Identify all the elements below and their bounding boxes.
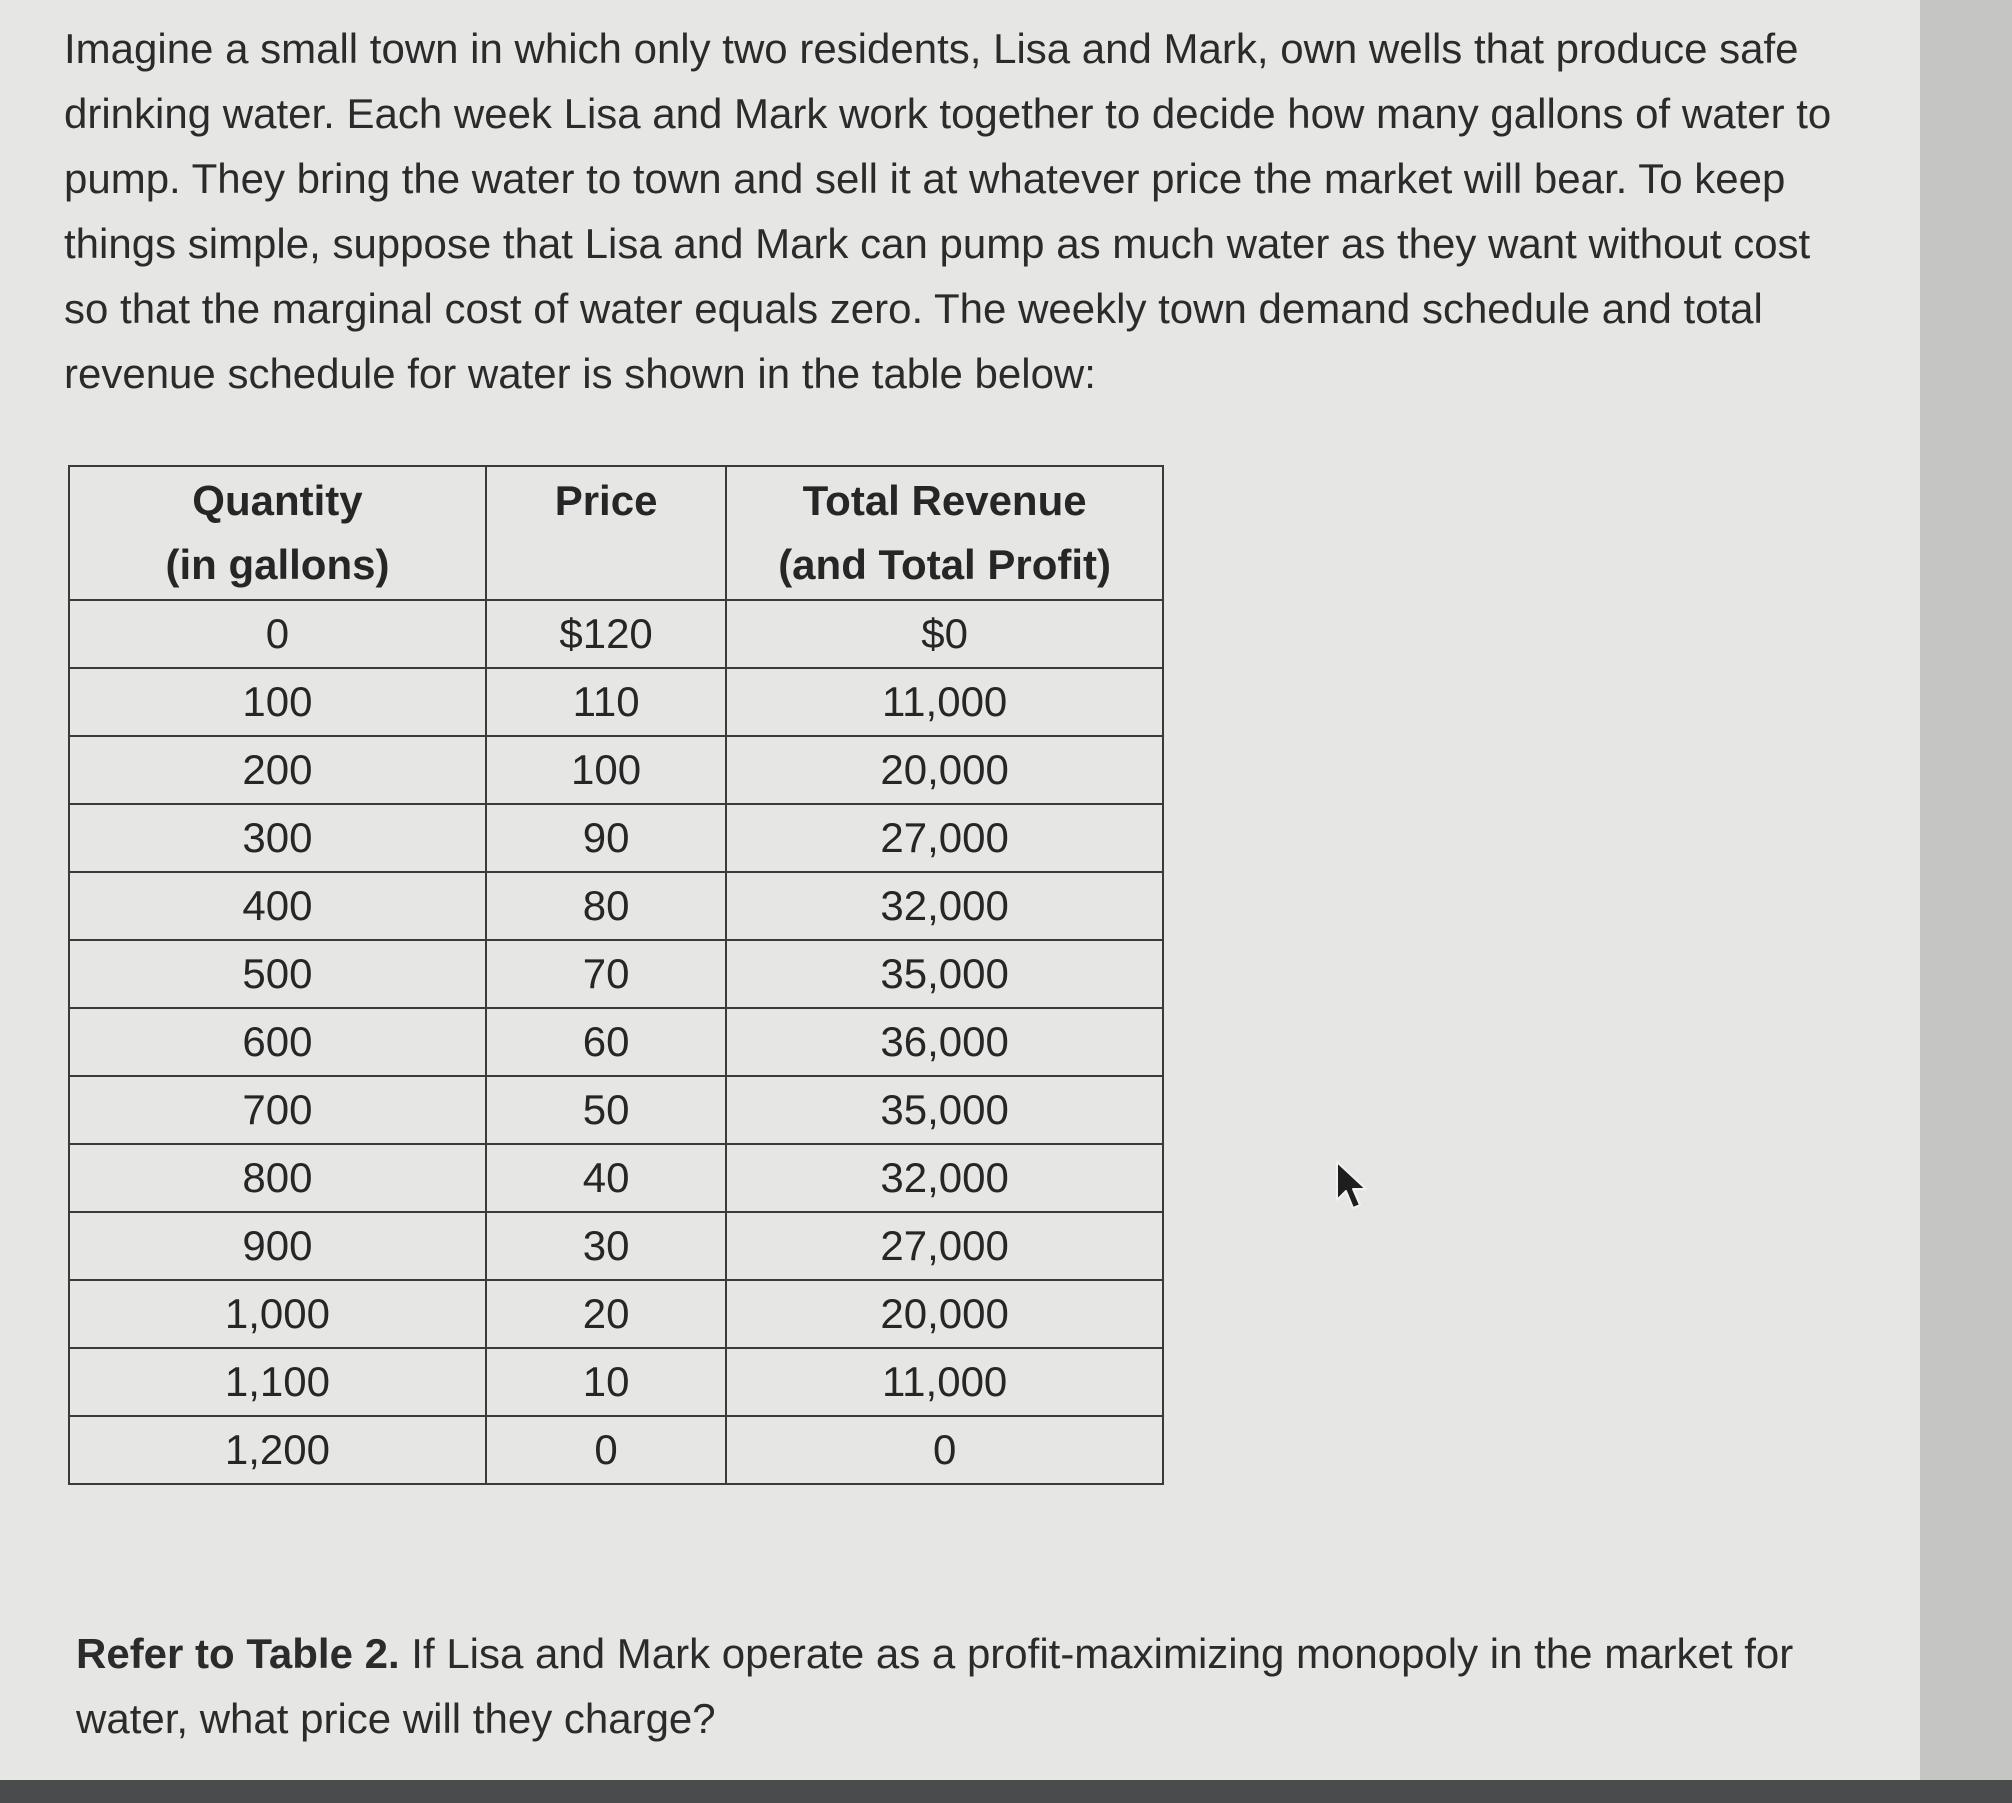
- price-cell: 20: [486, 1280, 726, 1348]
- revenue-cell: 11,000: [726, 668, 1163, 736]
- quantity-cell: 1,000: [69, 1280, 486, 1348]
- quantity-cell: 100: [69, 668, 486, 736]
- quantity-cell: 600: [69, 1008, 486, 1076]
- price-cell: 110: [486, 668, 726, 736]
- revenue-cell: 20,000: [726, 736, 1163, 804]
- revenue-cell: 0: [726, 1416, 1163, 1484]
- quantity-cell: 700: [69, 1076, 486, 1144]
- price-cell: 10: [486, 1348, 726, 1416]
- demand-schedule-table: [68, 465, 1164, 1485]
- price-cell: 50: [486, 1076, 726, 1144]
- revenue-cell: 11,000: [726, 1348, 1163, 1416]
- mouse-pointer-icon: [1334, 1160, 1370, 1212]
- price-cell: 0: [486, 1416, 726, 1484]
- quantity-cell: 900: [69, 1212, 486, 1280]
- revenue-header-line1: Total Revenue: [802, 477, 1087, 524]
- price-header-label: Price: [554, 477, 658, 524]
- table-row: [69, 940, 1163, 1008]
- price-cell: 80: [486, 872, 726, 940]
- quantity-cell: 300: [69, 804, 486, 872]
- price-cell: 70: [486, 940, 726, 1008]
- revenue-cell: 32,000: [726, 1144, 1163, 1212]
- revenue-cell: 20,000: [726, 1280, 1163, 1348]
- table-row: [69, 736, 1163, 804]
- table-row: [69, 668, 1163, 736]
- table-row: [69, 600, 1163, 668]
- quantity-header-line2: (in gallons): [165, 541, 390, 588]
- question-text: If Lisa and Mark operate as a profit-maximizing monopoly in the market for water, what price will they charge?: [76, 1630, 1794, 1742]
- table-row: [69, 1144, 1163, 1212]
- revenue-cell: 36,000: [726, 1008, 1163, 1076]
- revenue-header: [726, 466, 1163, 600]
- table-row: [69, 1348, 1163, 1416]
- quantity-cell: 1,100: [69, 1348, 486, 1416]
- table-row: [69, 1416, 1163, 1484]
- revenue-cell: 27,000: [726, 1212, 1163, 1280]
- revenue-header-line2: (and Total Profit): [778, 541, 1112, 588]
- table-row: [69, 1212, 1163, 1280]
- revenue-cell: 27,000: [726, 804, 1163, 872]
- quantity-cell: 400: [69, 872, 486, 940]
- revenue-cell: $0: [726, 600, 1163, 668]
- price-cell: 40: [486, 1144, 726, 1212]
- price-header: [486, 466, 726, 600]
- table-row: [69, 872, 1163, 940]
- revenue-cell: 35,000: [726, 1076, 1163, 1144]
- table-row: [69, 1076, 1163, 1144]
- revenue-cell: 32,000: [726, 872, 1163, 940]
- intro-paragraph: Imagine a small town in which only two residents, Lisa and Mark, own wells that produce safe drinking water. Each week Lisa and Mark work together to decide how many gallons of water to pump. They bring the water to town and sell it at whatever price the market will bear. To keep things simple, suppose that Lisa and Mark can pump as much water as they want without cost so that the marginal cost of water equals zero. The weekly town demand schedule and total revenue schedule for water is shown in the table below:: [64, 25, 1832, 397]
- table-header-row: [69, 466, 1163, 600]
- table-row: [69, 804, 1163, 872]
- price-cell: $120: [486, 600, 726, 668]
- price-cell: 90: [486, 804, 726, 872]
- quantity-cell: 500: [69, 940, 486, 1008]
- screen-edge-bottom: [0, 1780, 2012, 1803]
- revenue-cell: 35,000: [726, 940, 1163, 1008]
- quantity-cell: 0: [69, 600, 486, 668]
- question-paragraph: [76, 1621, 1876, 1751]
- quantity-header: [69, 466, 486, 600]
- quantity-cell: 1,200: [69, 1416, 486, 1484]
- table-row: [69, 1280, 1163, 1348]
- quantity-header-line1: Quantity: [192, 477, 363, 524]
- question-table-reference: Refer to Table 2.: [76, 1630, 400, 1677]
- quantity-cell: 200: [69, 736, 486, 804]
- screen-edge-right: [1920, 0, 2012, 1803]
- table-row: [69, 1008, 1163, 1076]
- price-cell: 100: [486, 736, 726, 804]
- quantity-cell: 800: [69, 1144, 486, 1212]
- price-cell: 30: [486, 1212, 726, 1280]
- price-cell: 60: [486, 1008, 726, 1076]
